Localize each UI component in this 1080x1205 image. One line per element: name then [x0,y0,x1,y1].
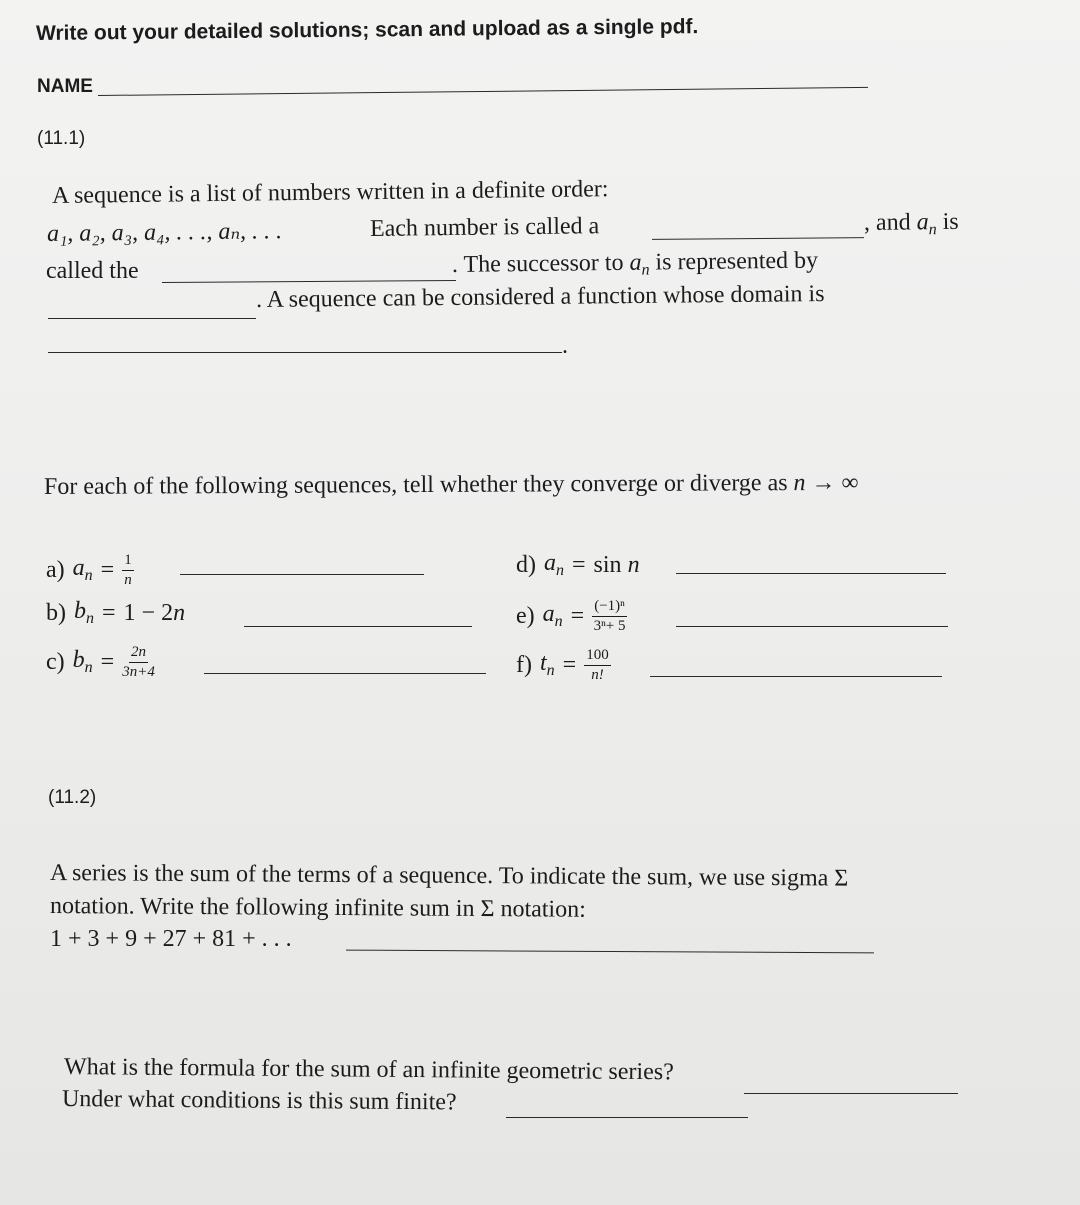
successor-blank[interactable] [48,318,256,319]
series-definition-line-1: A series is the sum of the terms of a sequence. To indicate the sum, we use sigma Σ [49,860,849,892]
series-definition-line-2: notation. Write the following infinite sum in Σ notation: [49,893,586,923]
domain-period: . [562,333,568,359]
nth-term-blank[interactable] [162,280,456,283]
series-expression: 1 + 3 + 9 + 27 + 81 + . . . [50,926,292,952]
name-blank[interactable] [98,87,868,96]
answer-blank-c[interactable] [204,673,486,674]
sequence-b: b) $b_n$ = 1 − 2n [46,598,186,627]
answer-blank-b[interactable] [244,626,472,627]
sequence-e: e) $a_n$ = $\frac{\text{(−1)ⁿ}}{\text{3ⁿ+ 5}}$ [516,597,626,634]
infinite-sum-question: What is the formula for the sum of an infinite geometric series? [63,1054,674,1086]
sequence-f: f) $t_n$ = $\frac{100}{n!}$ [516,646,609,683]
sequence-c: c) $b_n$ = $\frac{2n}{3n+4}$ [46,643,155,680]
answer-blank-f[interactable] [650,676,942,677]
converge-prompt: For each of the following sequences, tell whether they converge or diverge as n → ∞ [43,469,859,500]
answer-blank-a[interactable] [180,574,424,575]
sequence-d: d) $a_n$ = sin n [516,550,640,579]
sigma-notation-blank[interactable] [346,950,874,954]
term-question-text: Each number is called a [369,213,600,242]
finite-condition-blank[interactable] [506,1117,748,1118]
instructions-heading: Write out your detailed solutions; scan and upload as a single pdf. [35,15,699,45]
called-the-text: called the [46,258,139,284]
sequence-terms: a₁, a₂, a₃, a₄, . . ., aₙ, . . . [46,218,283,247]
term-blank[interactable] [652,237,864,240]
nth-term-text: , and $a_n$ is [863,208,959,239]
infinite-sum-blank[interactable] [744,1093,958,1094]
answer-blank-e[interactable] [676,626,948,627]
name-label: NAME [37,76,93,97]
section-label-11-2: (11.2) [48,787,97,808]
answer-blank-d[interactable] [676,573,946,574]
domain-blank[interactable] [48,352,562,353]
finite-condition-question: Under what conditions is this sum finite? [61,1086,457,1116]
section-label-11-1: (11.1) [37,128,86,149]
successor-text: . The successor to $a_n$ is represented by [451,247,819,279]
sequence-definition-line-1: A sequence is a list of numbers written in a definite order: [51,176,609,209]
sequence-a: a) $a_n$ = $\frac{1}{n}$ [46,551,132,588]
domain-text: . A sequence can be considered a function whose domain is [255,281,825,313]
